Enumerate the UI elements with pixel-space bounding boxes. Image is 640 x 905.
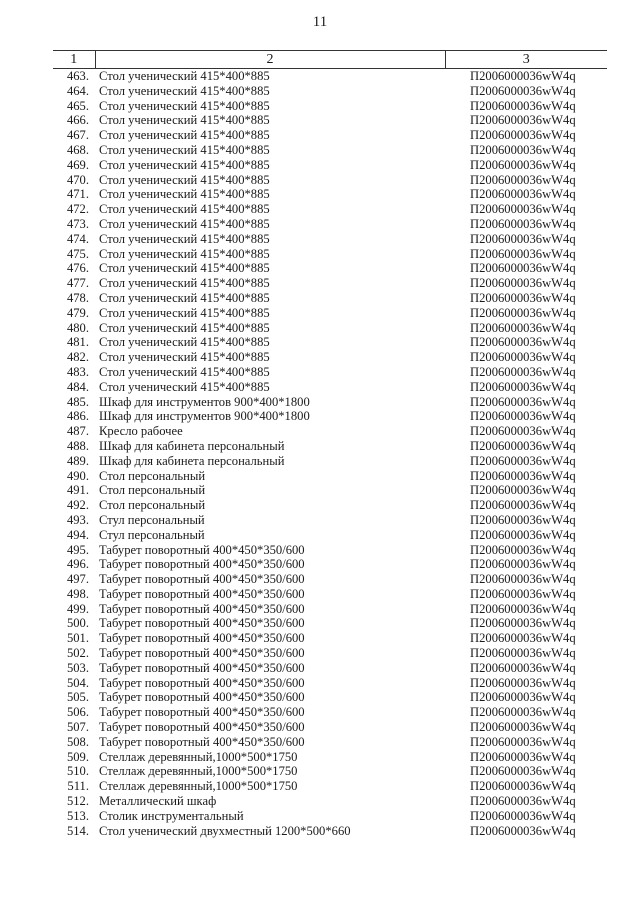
column-header-name: 2	[95, 51, 445, 69]
item-name: Стол ученический 415*400*885	[99, 350, 270, 365]
table-row	[53, 261, 607, 276]
item-name: Табурет поворотный 400*450*350/600	[99, 734, 305, 749]
item-name: Стол ученический 415*400*885	[99, 187, 270, 202]
inventory-code: П2006000036wW4q	[470, 720, 576, 735]
inventory-code: П2006000036wW4q	[470, 616, 576, 631]
row-number: 485.	[66, 394, 89, 409]
inventory-code: П2006000036wW4q	[470, 690, 576, 705]
item-name: Шкаф для инструментов 900*400*1800	[99, 394, 310, 409]
inventory-code: П2006000036wW4q	[470, 453, 576, 468]
table-row	[53, 395, 607, 410]
inventory-code: П2006000036wW4q	[470, 542, 576, 557]
item-name: Стул персональный	[99, 527, 205, 542]
item-name: Стол ученический 415*400*885	[99, 276, 270, 291]
table-row	[53, 824, 607, 839]
table-row	[53, 380, 607, 395]
table-row	[53, 794, 607, 809]
inventory-code: П2006000036wW4q	[470, 216, 576, 231]
inventory-code: П2006000036wW4q	[470, 128, 576, 143]
table-row	[53, 528, 607, 543]
row-number: 479.	[66, 305, 89, 320]
table-row	[53, 306, 607, 321]
item-name: Шкаф для кабинета персональный	[99, 453, 285, 468]
table-body	[53, 69, 607, 839]
inventory-code: П2006000036wW4q	[470, 527, 576, 542]
page-number: 11	[312, 14, 328, 30]
row-number: 465.	[66, 98, 89, 113]
row-number: 472.	[66, 202, 89, 217]
row-number: 513.	[66, 808, 89, 823]
row-number: 506.	[66, 705, 89, 720]
item-name: Стол ученический 415*400*885	[99, 320, 270, 335]
row-number: 510.	[66, 764, 89, 779]
table-row	[53, 424, 607, 439]
item-name: Стул персональный	[99, 512, 205, 527]
item-name: Стол ученический 415*400*885	[99, 142, 270, 157]
table-row	[53, 84, 607, 99]
item-name: Табурет поворотный 400*450*350/600	[99, 660, 305, 675]
table-row	[53, 543, 607, 558]
inventory-code: П2006000036wW4q	[470, 557, 576, 572]
inventory-code: П2006000036wW4q	[470, 350, 576, 365]
table-row	[53, 676, 607, 691]
inventory-code: П2006000036wW4q	[470, 261, 576, 276]
table-row	[53, 350, 607, 365]
item-name: Табурет поворотный 400*450*350/600	[99, 572, 305, 587]
row-number: 466.	[66, 113, 89, 128]
row-number: 489.	[66, 453, 89, 468]
table-row	[53, 232, 607, 247]
table-row	[53, 750, 607, 765]
inventory-code: П2006000036wW4q	[470, 320, 576, 335]
inventory-code: П2006000036wW4q	[470, 764, 576, 779]
table-row	[53, 247, 607, 262]
row-number: 497.	[66, 572, 89, 587]
table-row	[53, 735, 607, 750]
table-row	[53, 335, 607, 350]
item-name: Стеллаж деревянный,1000*500*1750	[99, 764, 298, 779]
inventory-code: П2006000036wW4q	[470, 113, 576, 128]
inventory-code: П2006000036wW4q	[470, 246, 576, 261]
table-row	[53, 513, 607, 528]
row-number: 514.	[66, 823, 89, 838]
row-number: 512.	[66, 794, 89, 809]
inventory-code: П2006000036wW4q	[470, 631, 576, 646]
table-row	[53, 173, 607, 188]
header-row	[53, 51, 607, 69]
table-row	[53, 705, 607, 720]
item-name: Стол ученический 415*400*885	[99, 305, 270, 320]
inventory-table	[53, 50, 607, 838]
item-name: Стол ученический 415*400*885	[99, 128, 270, 143]
inventory-code: П2006000036wW4q	[470, 675, 576, 690]
row-number: 463.	[66, 69, 89, 83]
inventory-code: П2006000036wW4q	[470, 335, 576, 350]
inventory-code: П2006000036wW4q	[470, 290, 576, 305]
inventory-code: П2006000036wW4q	[470, 98, 576, 113]
inventory-code: П2006000036wW4q	[470, 705, 576, 720]
item-name: Табурет поворотный 400*450*350/600	[99, 690, 305, 705]
item-name: Табурет поворотный 400*450*350/600	[99, 646, 305, 661]
item-name: Стол ученический двухместный 1200*500*660	[99, 823, 351, 838]
inventory-code: П2006000036wW4q	[470, 394, 576, 409]
inventory-code: П2006000036wW4q	[470, 187, 576, 202]
row-number: 494.	[66, 527, 89, 542]
inventory-code: П2006000036wW4q	[470, 779, 576, 794]
inventory-code: П2006000036wW4q	[470, 586, 576, 601]
inventory-code: П2006000036wW4q	[470, 276, 576, 291]
row-number: 464.	[66, 83, 89, 98]
row-number: 487.	[66, 424, 89, 439]
inventory-code: П2006000036wW4q	[470, 172, 576, 187]
row-number: 467.	[66, 128, 89, 143]
table-row	[53, 646, 607, 661]
row-number: 505.	[66, 690, 89, 705]
item-name: Стол ученический 415*400*885	[99, 231, 270, 246]
inventory-code: П2006000036wW4q	[470, 572, 576, 587]
row-number: 471.	[66, 187, 89, 202]
item-name: Табурет поворотный 400*450*350/600	[99, 586, 305, 601]
row-number: 473.	[66, 216, 89, 231]
table-row	[53, 572, 607, 587]
table-row	[53, 99, 607, 114]
row-number: 507.	[66, 720, 89, 735]
row-number: 474.	[66, 231, 89, 246]
row-number: 495.	[66, 542, 89, 557]
item-name: Стол ученический 415*400*885	[99, 335, 270, 350]
row-number: 482.	[66, 350, 89, 365]
inventory-code: П2006000036wW4q	[470, 142, 576, 157]
table-row	[53, 602, 607, 617]
row-number: 478.	[66, 290, 89, 305]
item-name: Стол ученический 415*400*885	[99, 290, 270, 305]
table-row	[53, 764, 607, 779]
inventory-code: П2006000036wW4q	[470, 305, 576, 320]
table-row	[53, 439, 607, 454]
row-number: 486.	[66, 409, 89, 424]
item-name: Металлический шкаф	[99, 794, 217, 809]
item-name: Табурет поворотный 400*450*350/600	[99, 557, 305, 572]
column-header-number: 1	[53, 51, 95, 69]
item-name: Стол ученический 415*400*885	[99, 83, 270, 98]
row-number: 502.	[66, 646, 89, 661]
table-row	[53, 128, 607, 143]
row-number: 475.	[66, 246, 89, 261]
table-row	[53, 483, 607, 498]
table-row	[53, 321, 607, 336]
table-row	[53, 143, 607, 158]
row-number: 483.	[66, 364, 89, 379]
inventory-code: П2006000036wW4q	[470, 808, 576, 823]
row-number: 470.	[66, 172, 89, 187]
table-row	[53, 498, 607, 513]
table-row	[53, 557, 607, 572]
item-name: Табурет поворотный 400*450*350/600	[99, 601, 305, 616]
column-header-code: 3	[445, 51, 607, 69]
table-row	[53, 661, 607, 676]
item-name: Табурет поворотный 400*450*350/600	[99, 705, 305, 720]
table-row	[53, 779, 607, 794]
row-number: 500.	[66, 616, 89, 631]
table-row	[53, 158, 607, 173]
item-name: Табурет поворотный 400*450*350/600	[99, 631, 305, 646]
item-name: Стол персональный	[99, 468, 206, 483]
item-name: Стол ученический 415*400*885	[99, 261, 270, 276]
item-name: Стеллаж деревянный,1000*500*1750	[99, 779, 298, 794]
row-number: 501.	[66, 631, 89, 646]
table-row	[53, 276, 607, 291]
inventory-code: П2006000036wW4q	[470, 409, 576, 424]
row-number: 468.	[66, 142, 89, 157]
inventory-code: П2006000036wW4q	[470, 424, 576, 439]
table-row	[53, 809, 607, 824]
row-number: 499.	[66, 601, 89, 616]
item-name: Стол ученический 415*400*885	[99, 98, 270, 113]
table-row	[53, 187, 607, 202]
table-row	[53, 469, 607, 484]
inventory-code: П2006000036wW4q	[470, 823, 576, 838]
item-name: Шкаф для кабинета персональный	[99, 438, 285, 453]
row-number: 492.	[66, 498, 89, 513]
row-number: 488.	[66, 438, 89, 453]
row-number: 509.	[66, 749, 89, 764]
inventory-code: П2006000036wW4q	[470, 601, 576, 616]
table-row	[53, 113, 607, 128]
row-number: 477.	[66, 276, 89, 291]
inventory-code: П2006000036wW4q	[470, 69, 576, 83]
row-number: 493.	[66, 512, 89, 527]
item-name: Стол ученический 415*400*885	[99, 157, 270, 172]
table-row	[53, 69, 607, 84]
table-row	[53, 365, 607, 380]
inventory-code: П2006000036wW4q	[470, 438, 576, 453]
item-name: Табурет поворотный 400*450*350/600	[99, 720, 305, 735]
table-row	[53, 291, 607, 306]
row-number: 496.	[66, 557, 89, 572]
inventory-code: П2006000036wW4q	[470, 483, 576, 498]
table-row	[53, 587, 607, 602]
inventory-code: П2006000036wW4q	[470, 498, 576, 513]
item-name: Кресло рабочее	[99, 424, 183, 439]
item-name: Стол ученический 415*400*885	[99, 246, 270, 261]
inventory-code: П2006000036wW4q	[470, 468, 576, 483]
inventory-code: П2006000036wW4q	[470, 231, 576, 246]
table-row	[53, 202, 607, 217]
row-number: 476.	[66, 261, 89, 276]
item-name: Шкаф для инструментов 900*400*1800	[99, 409, 310, 424]
table-row	[53, 616, 607, 631]
row-number: 481.	[66, 335, 89, 350]
item-name: Стол персональный	[99, 483, 206, 498]
table-row	[53, 454, 607, 469]
item-name: Столик инструментальный	[99, 808, 244, 823]
row-number: 491.	[66, 483, 89, 498]
inventory-code: П2006000036wW4q	[470, 83, 576, 98]
row-number: 480.	[66, 320, 89, 335]
inventory-code: П2006000036wW4q	[470, 512, 576, 527]
inventory-code: П2006000036wW4q	[470, 749, 576, 764]
item-name: Стол персональный	[99, 498, 206, 513]
item-name: Стол ученический 415*400*885	[99, 69, 270, 83]
table-row	[53, 631, 607, 646]
inventory-code: П2006000036wW4q	[470, 660, 576, 675]
inventory-code: П2006000036wW4q	[470, 646, 576, 661]
item-name: Стол ученический 415*400*885	[99, 113, 270, 128]
inventory-code: П2006000036wW4q	[470, 157, 576, 172]
inventory-code: П2006000036wW4q	[470, 202, 576, 217]
item-name: Табурет поворотный 400*450*350/600	[99, 675, 305, 690]
inventory-code: П2006000036wW4q	[470, 794, 576, 809]
row-number: 469.	[66, 157, 89, 172]
row-number: 504.	[66, 675, 89, 690]
inventory-code: П2006000036wW4q	[470, 379, 576, 394]
item-name: Табурет поворотный 400*450*350/600	[99, 542, 305, 557]
inventory-code: П2006000036wW4q	[470, 364, 576, 379]
row-number: 511.	[67, 779, 89, 794]
row-number: 490.	[66, 468, 89, 483]
item-name: Табурет поворотный 400*450*350/600	[99, 616, 305, 631]
item-name: Стол ученический 415*400*885	[99, 202, 270, 217]
table-row	[53, 720, 607, 735]
item-name: Стол ученический 415*400*885	[99, 172, 270, 187]
row-number: 498.	[66, 586, 89, 601]
row-number: 484.	[66, 379, 89, 394]
item-name: Стол ученический 415*400*885	[99, 216, 270, 231]
table-row	[53, 409, 607, 424]
item-name: Стеллаж деревянный,1000*500*1750	[99, 749, 298, 764]
table-header	[53, 51, 607, 69]
item-name: Стол ученический 415*400*885	[99, 379, 270, 394]
item-name: Стол ученический 415*400*885	[99, 364, 270, 379]
row-number: 508.	[66, 734, 89, 749]
inventory-code: П2006000036wW4q	[470, 734, 576, 749]
row-number: 503.	[66, 660, 89, 675]
table-row	[53, 690, 607, 705]
table-row	[53, 217, 607, 232]
